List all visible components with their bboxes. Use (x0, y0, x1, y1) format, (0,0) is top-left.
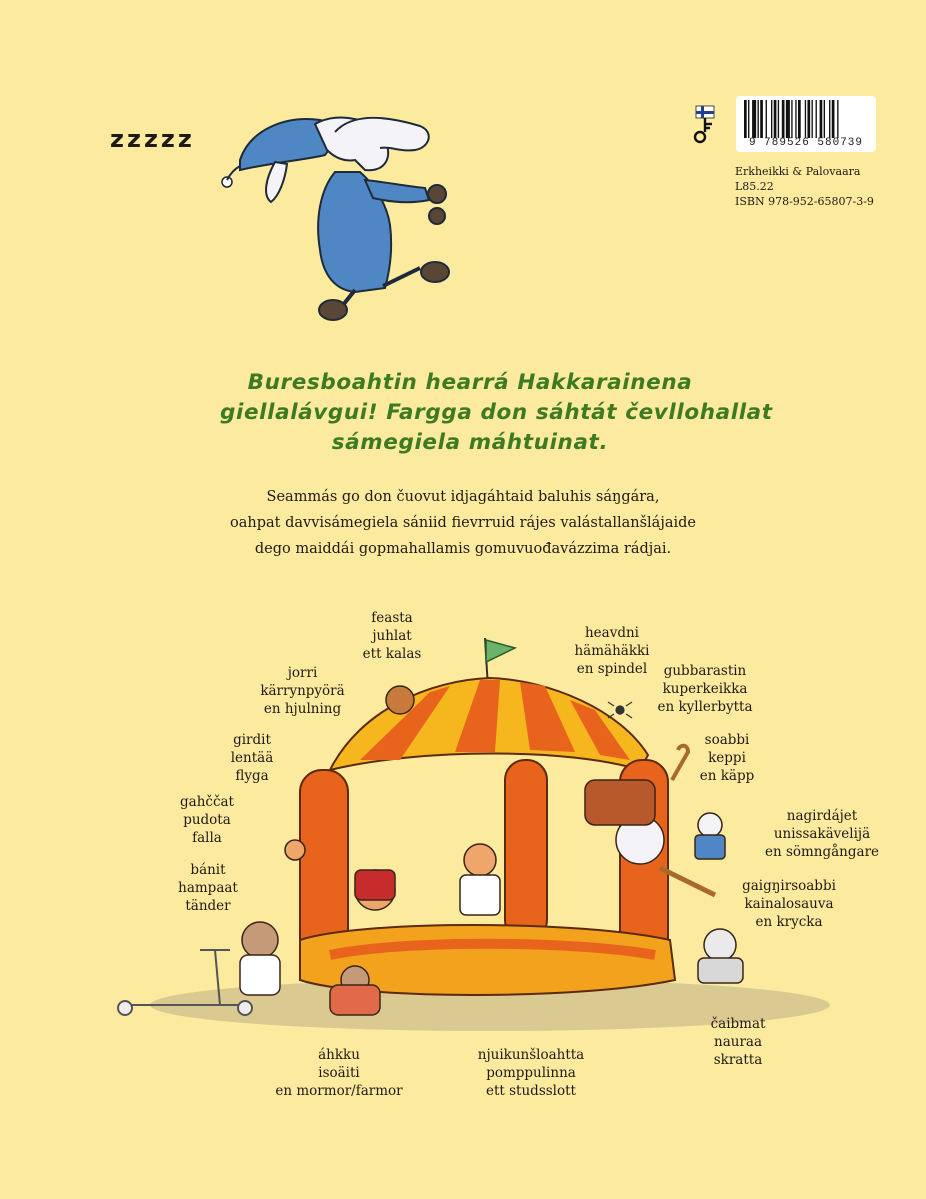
label-feasta (360, 609, 424, 663)
headline-line-1: Buresboahtin hearrá Hakkarainena (247, 370, 693, 395)
label-soabbi (696, 731, 758, 785)
label-line: nagirdájet (786, 808, 858, 824)
label-line: nauraa (714, 1034, 762, 1050)
label-girdit (224, 731, 280, 785)
intro-line-3: dego maiddái gopmahallamis gomuvuođavázzima rádjai. (254, 541, 672, 557)
intro-line-1: Seammás go don čuovut idjagáhtaid baluhis sáŋgára, (266, 489, 660, 505)
label-jorri (255, 664, 350, 718)
label-banit (176, 861, 240, 915)
barcode (736, 96, 876, 152)
barcode-number: 9 789526 580739 (748, 137, 864, 149)
sleepwalker-goat-illustration (215, 100, 475, 330)
label-line: girdit (233, 732, 271, 748)
label-gaignirsoabbi (736, 877, 842, 931)
label-line: en krycka (755, 914, 823, 930)
label-line: isoäiti (318, 1065, 360, 1081)
label-line: lentää (230, 750, 274, 766)
label-nagirdajet (760, 807, 884, 861)
label-line: en mormor/farmor (275, 1083, 403, 1099)
label-line: keppi (708, 750, 746, 766)
label-line: bánit (190, 862, 226, 878)
label-line: en kyllerbytta (657, 699, 753, 715)
label-line: jorri (287, 665, 318, 681)
headline-line-2: giellalávgui! Fargga don sáhtát čevllohallat (220, 400, 773, 425)
label-line: kainalosauva (744, 896, 834, 912)
label-line: hampaat (178, 880, 238, 896)
label-line: njuikunšloahtta (477, 1047, 585, 1063)
label-ahkku (270, 1046, 408, 1100)
label-line: en sömngångare (764, 844, 880, 860)
label-line: hämähäkki (574, 643, 650, 659)
label-line: čaibmat (710, 1016, 766, 1032)
label-heavdni (572, 624, 652, 678)
label-line: pomppulinna (486, 1065, 576, 1081)
label-line: en hjulning (263, 701, 342, 717)
headline (220, 368, 773, 458)
label-caibmat (708, 1015, 768, 1069)
publisher-info (735, 164, 874, 209)
headline-line-3: sámegiela máhtuinat. (331, 430, 609, 455)
intro-paragraph (200, 484, 726, 562)
language-key-icon (688, 104, 722, 144)
authors: Erkheikki & Palovaara (735, 165, 861, 178)
label-line: falla (192, 830, 222, 846)
label-line: gahččat (180, 794, 234, 810)
label-line: kuperkeikka (662, 681, 748, 697)
intro-line-2: oahpat davvisámegiela sániid fievrruid rájes valástallanšlájaide (230, 515, 696, 531)
zzz-letters: zzzzz (110, 125, 195, 153)
label-line: feasta (371, 610, 413, 626)
label-line: gaigŋirsoabbi (742, 878, 836, 894)
label-line: ett kalas (362, 646, 422, 662)
label-gubbarastin (655, 662, 755, 716)
label-line: ett studsslott (486, 1083, 576, 1099)
label-gahccat (176, 793, 238, 847)
label-njuikunsloahtta (472, 1046, 590, 1100)
label-line: áhkku (318, 1047, 360, 1063)
barcode-bars (744, 100, 868, 138)
label-line: juhlat (372, 628, 412, 644)
label-line: unissakävelijä (773, 826, 871, 842)
label-line: kärrynpyörä (260, 683, 345, 699)
label-line: heavdni (584, 625, 639, 641)
zzz-text (110, 125, 195, 153)
label-line: en spindel (576, 661, 648, 677)
label-line: flyga (235, 768, 269, 784)
isbn: ISBN 978-952-65807-3-9 (735, 195, 874, 208)
label-line: skratta (713, 1052, 763, 1068)
label-line: pudota (183, 812, 231, 828)
label-line: soabbi (704, 732, 750, 748)
label-line: en käpp (699, 768, 755, 784)
classification: L85.22 (735, 180, 774, 193)
label-line: tänder (185, 898, 231, 914)
label-line: gubbarastin (663, 663, 747, 679)
